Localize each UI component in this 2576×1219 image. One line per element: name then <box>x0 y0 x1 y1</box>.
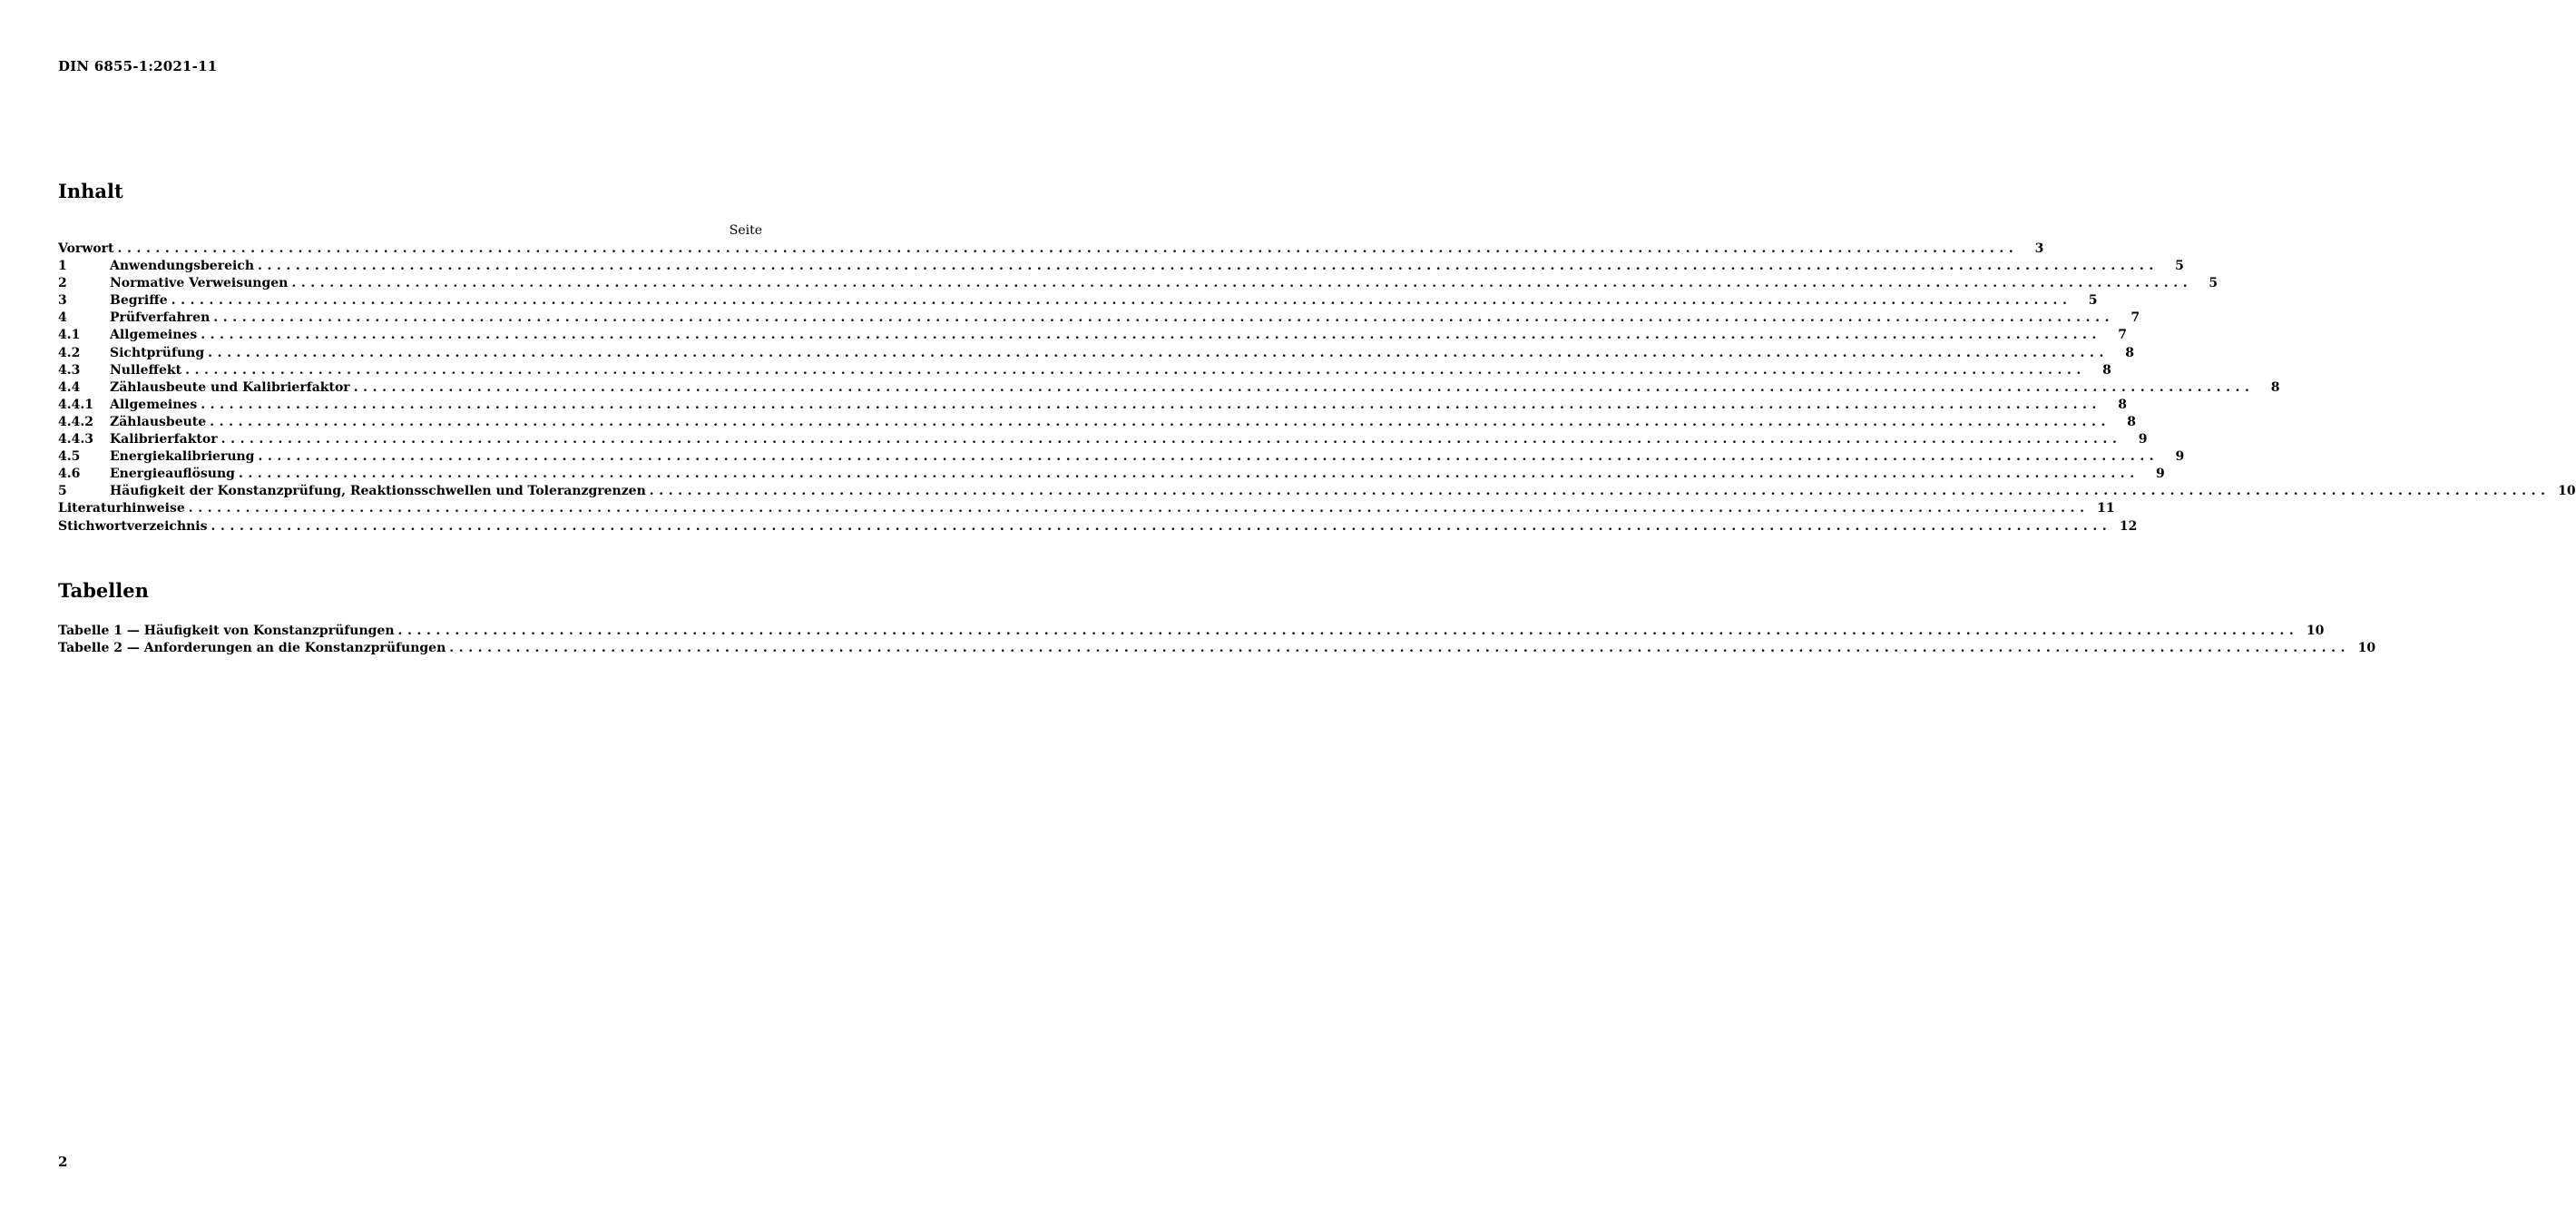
toc-entry-page: 8 <box>2270 379 2280 395</box>
toc-entry-title: Literaturhinweise <box>58 501 185 516</box>
toc-entry[interactable] <box>58 345 2134 362</box>
toc-entry[interactable] <box>58 448 2185 466</box>
table-list-entry[interactable] <box>58 640 2376 657</box>
toc-entry[interactable] <box>58 518 2138 536</box>
toc-entry-number: 4 <box>58 310 67 326</box>
dot-leader: ........................................................................................................................................................................................................ <box>220 432 2122 447</box>
toc-entry-page: 3 <box>2034 241 2044 256</box>
toc-entry-number: 4.4.3 <box>58 432 93 447</box>
toc-entry[interactable] <box>58 483 2576 500</box>
dot-leader: ........................................................................................................................................................................................................ <box>117 241 2019 256</box>
page-number: 2 <box>58 1154 68 1170</box>
toc-entry-title: Zählausbeute <box>110 414 207 429</box>
dot-leader: ........................................................................................................................................................................................................ <box>238 467 2140 482</box>
toc-entry-title: Häufigkeit der Konstanzprüfung, Reaktionsschwellen und Toleranzgrenzen <box>110 484 646 499</box>
dot-leader: ........................................................................................................................................................................................................ <box>185 362 2086 378</box>
toc-entry-page: 7 <box>2118 328 2128 343</box>
toc-entry-title: Nulleffekt <box>110 362 182 378</box>
toc-entry-title: Tabelle 2 — Anforderungen an die Konstanzprüfungen <box>58 641 446 656</box>
toc-entry-number: 1 <box>58 259 67 274</box>
toc-entry-page: 7 <box>2130 310 2140 326</box>
toc-entry-title: Energiekalibrierung <box>110 449 255 465</box>
dot-leader: ........................................................................................................................................................................................................ <box>258 449 2160 465</box>
toc-entry-number: 4.6 <box>58 467 81 482</box>
toc-entry-title: Sichtprüfung <box>110 345 205 360</box>
toc-entry-title: Vorwort <box>58 241 114 256</box>
toc-entry-page: 8 <box>2118 397 2128 412</box>
toc-entry[interactable] <box>58 500 2115 517</box>
toc-entry-number: 2 <box>58 276 67 291</box>
toc-entry[interactable] <box>58 310 2140 327</box>
dot-leader: ........................................................................................................................................................................................................ <box>201 328 2102 343</box>
toc-entry-number: 3 <box>58 293 67 309</box>
toc-entry[interactable] <box>58 362 2111 379</box>
tables-heading: Tabellen <box>58 579 149 602</box>
list-of-tables <box>58 623 2376 657</box>
toc-entry-page: 5 <box>2175 259 2184 274</box>
toc-entry-number: 5 <box>58 484 67 499</box>
toc-entry[interactable] <box>58 466 2165 483</box>
toc-entry-title: Energieauflösung <box>110 467 235 482</box>
dot-leader: ........................................................................................................................................................................................................ <box>397 624 2299 638</box>
dot-leader: ........................................................................................................................................................................................................ <box>210 414 2111 429</box>
toc-entry-title: Allgemeines <box>110 328 198 343</box>
toc-entry-number: 4.3 <box>58 362 81 378</box>
page-column-label: Seite <box>729 223 762 238</box>
dot-leader: ........................................................................................................................................................................................................ <box>649 484 2551 499</box>
toc-entry-page: 5 <box>2088 293 2098 309</box>
dot-leader: ........................................................................................................................................................................................................ <box>201 397 2102 412</box>
toc-entry-number: 4.4.2 <box>58 414 93 429</box>
toc-entry[interactable] <box>58 414 2136 431</box>
toc-entry-page: 9 <box>2138 432 2148 447</box>
toc-entry-page: 9 <box>2175 449 2185 465</box>
toc-entry-title: Anwendungsbereich <box>110 259 254 274</box>
toc-entry-page: 12 <box>2119 518 2138 534</box>
toc-entry[interactable] <box>58 275 2218 292</box>
toc-entry-page: 8 <box>2127 414 2136 429</box>
toc-entry-title: Allgemeines <box>110 397 198 412</box>
toc-entry-number: 4.4.1 <box>58 397 93 412</box>
table-of-contents <box>58 241 2576 536</box>
toc-entry[interactable] <box>58 241 2044 258</box>
toc-entry-title: Stichwortverzeichnis <box>58 518 208 534</box>
dot-leader: ........................................................................................................................................................................................................ <box>353 379 2255 395</box>
dot-leader: ........................................................................................................................................................................................................ <box>213 310 2115 326</box>
table-list-entry[interactable] <box>58 623 2325 640</box>
dot-leader: ........................................................................................................................................................................................................ <box>211 518 2112 534</box>
toc-entry-number: 4.1 <box>58 328 81 343</box>
toc-entry-number: 4.5 <box>58 449 81 465</box>
toc-entry-page: 11 <box>2097 501 2115 516</box>
dot-leader: ........................................................................................................................................................................................................ <box>171 293 2072 309</box>
toc-entry-page: 5 <box>2209 276 2218 291</box>
toc-entry-page: 10 <box>2558 484 2576 499</box>
toc-entry[interactable] <box>58 292 2098 310</box>
contents-heading: Inhalt <box>58 180 123 202</box>
toc-entry-title: Kalibrierfaktor <box>110 432 218 447</box>
document-id: DIN 6855-1:2021-11 <box>58 58 218 74</box>
toc-entry-title: Tabelle 1 — Häufigkeit von Konstanzprüfungen <box>58 624 395 638</box>
toc-entry-title: Begriffe <box>110 293 168 309</box>
toc-entry-title: Prüfverfahren <box>110 310 211 326</box>
toc-entry[interactable] <box>58 397 2128 414</box>
toc-entry-title: Normative Verweisungen <box>110 276 289 291</box>
toc-entry[interactable] <box>58 379 2280 397</box>
dot-leader: ........................................................................................................................................................................................................ <box>291 276 2193 291</box>
toc-entry-number: 4.2 <box>58 345 81 360</box>
toc-entry-number: 4.4 <box>58 379 81 395</box>
dot-leader: ........................................................................................................................................................................................................ <box>449 641 2351 656</box>
toc-entry-page: 8 <box>2125 345 2134 360</box>
toc-entry-page: 9 <box>2156 467 2165 482</box>
toc-entry-page: 10 <box>2306 624 2325 638</box>
dot-leader: ........................................................................................................................................................................................................ <box>208 345 2109 360</box>
toc-entry[interactable] <box>58 258 2184 275</box>
dot-leader: ........................................................................................................................................................................................................ <box>188 501 2090 516</box>
toc-entry-page: 8 <box>2102 362 2111 378</box>
toc-entry-page: 10 <box>2357 641 2376 656</box>
toc-entry[interactable] <box>58 327 2128 344</box>
toc-entry[interactable] <box>58 431 2148 448</box>
dot-leader: ........................................................................................................................................................................................................ <box>258 259 2159 274</box>
toc-entry-title: Zählausbeute und Kalibrierfaktor <box>110 379 350 395</box>
